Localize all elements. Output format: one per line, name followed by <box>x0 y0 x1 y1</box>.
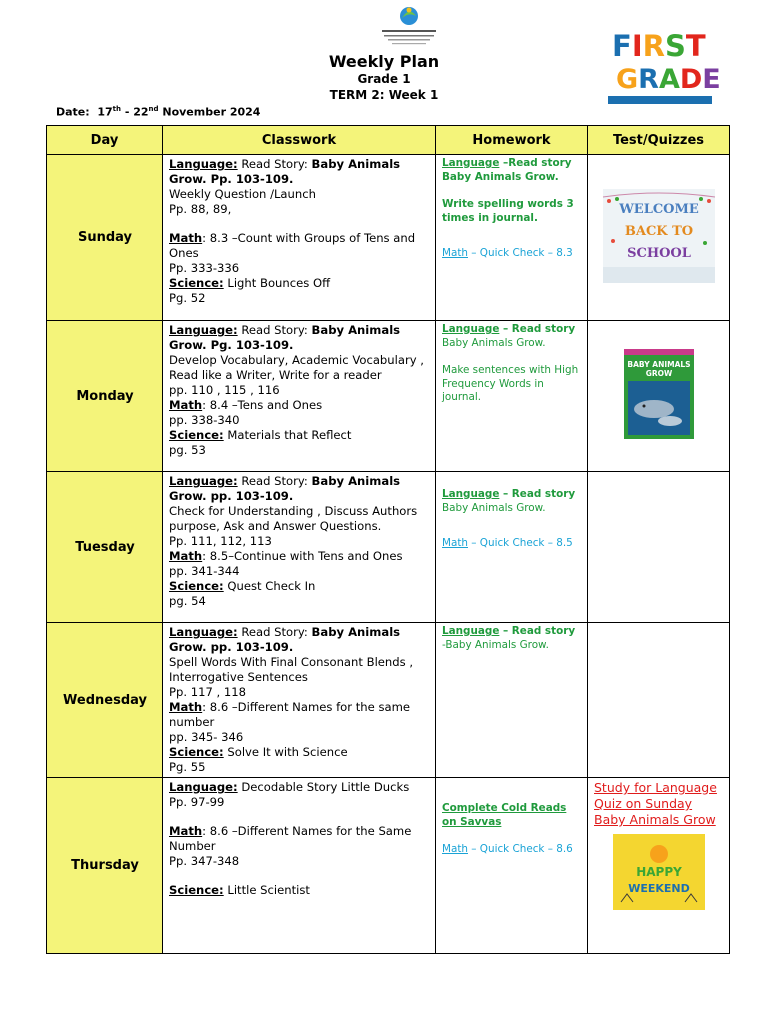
language-link[interactable]: Language <box>442 323 500 335</box>
svg-text:BACK TO: BACK TO <box>624 223 693 239</box>
language-link[interactable]: Language <box>442 488 500 500</box>
happy-weekend-image <box>613 834 705 910</box>
classwork-cell: Language: Read Story: Baby Animals Grow. Pg. 103-109. Develop Vocabulary, Academic Vocabulary , Read like a Writer, Write for a reader pp. 110 , 115 , 116 Math: 8.4 –Tens and Ones pp. 338-340 Science: Materials that Reflect pg. 53 <box>163 321 436 472</box>
math-link[interactable]: Math <box>442 537 468 549</box>
book-cover-image <box>624 349 694 439</box>
day-cell: Monday <box>47 321 163 472</box>
test-cell <box>588 778 730 954</box>
math-link[interactable]: Math <box>442 247 468 259</box>
classwork-cell: Language: Decodable Story Little Ducks Pp. 97-99 Math: 8.6 –Different Names for the Same Number Pp. 347-348 Science: Little Scientist <box>163 778 436 954</box>
homework-cell: Language –Read story Baby Animals Grow. Write spelling words 3 times in journal. Math – Quick Check – 8.3 <box>436 155 588 321</box>
col-header-classwork: Classwork <box>163 126 436 155</box>
test-cell <box>588 321 730 472</box>
svg-text:FIRST: FIRST <box>612 29 706 63</box>
math-link[interactable]: Math <box>442 843 468 855</box>
svg-text:GROW: GROW <box>645 369 672 378</box>
svg-text:BABY ANIMALS: BABY ANIMALS <box>626 360 691 369</box>
date-line: Date: 17th - 22nd November 2024 <box>56 105 261 119</box>
test-cell <box>588 623 730 778</box>
classwork-cell: Language: Read Story: Baby Animals Grow. Pp. 103-109. Weekly Question /Launch Pp. 88, 89, Math: 8.3 –Count with Groups of Tens and Ones Pp. 333-336 Science: Light Bounces Off Pg. 52 <box>163 155 436 321</box>
page-title: Weekly Plan <box>328 52 440 71</box>
grade-label: Grade 1 <box>357 72 411 86</box>
homework-cell: Complete Cold Reads on Savvas Math – Quick Check – 8.6 <box>436 778 588 954</box>
col-header-homework: Homework <box>436 126 588 155</box>
col-header-tests: Test/Quizzes <box>588 126 730 155</box>
quiz-note[interactable]: Study for Language Quiz on Sunday Baby Animals Grow <box>594 780 717 827</box>
table-header-row <box>47 126 730 155</box>
table-row <box>47 623 730 778</box>
classwork-cell: Language: Read Story: Baby Animals Grow. pp. 103-109. Spell Words With Final Consonant Blends , Interrogative Sentences Pp. 117 , 118 Math: 8.6 –Different Names for the same number pp. 345- 346 Science: Solve It with Science Pg. 55 <box>163 623 436 778</box>
svg-text:SCHOOL: SCHOOL <box>626 245 691 261</box>
term-label: TERM 2: Week 1 <box>329 88 439 102</box>
day-cell: Tuesday <box>47 472 163 623</box>
col-header-day: Day <box>47 126 163 155</box>
svg-text:HAPPY: HAPPY <box>635 865 682 879</box>
welcome-back-image <box>603 189 715 283</box>
homework-cell: Language – Read story Baby Animals Grow. Math – Quick Check – 8.5 <box>436 472 588 623</box>
test-cell <box>588 155 730 321</box>
table-row <box>47 155 730 321</box>
homework-cell: Language – Read story -Baby Animals Grow. <box>436 623 588 778</box>
cold-reads-link[interactable]: Complete Cold Reads on Savvas <box>442 802 567 828</box>
svg-text:GRADE: GRADE <box>616 64 721 95</box>
svg-text:WEEKEND: WEEKEND <box>627 882 690 895</box>
day-cell: Sunday <box>47 155 163 321</box>
svg-text:WELCOME: WELCOME <box>618 201 699 217</box>
weekly-plan-table <box>46 125 730 954</box>
table-row <box>47 778 730 954</box>
test-cell <box>588 472 730 623</box>
table-row <box>47 472 730 623</box>
homework-cell: Language – Read story Baby Animals Grow. Make sentences with High Frequency Words in journal. <box>436 321 588 472</box>
day-cell: Thursday <box>47 778 163 954</box>
table-row <box>47 321 730 472</box>
day-cell: Wednesday <box>47 623 163 778</box>
classwork-cell: Language: Read Story: Baby Animals Grow. pp. 103-109. Check for Understanding , Discuss Authors purpose, Ask and Answer Questions. Pp. 111, 112, 113 Math: 8.5–Continue with Tens and Ones pp. 341-344 Science: Quest Check In pg. 54 <box>163 472 436 623</box>
language-link[interactable]: Language <box>442 625 500 637</box>
language-link[interactable]: Language <box>442 157 500 169</box>
school-logo <box>376 4 442 50</box>
date-label: Date: <box>56 105 90 119</box>
